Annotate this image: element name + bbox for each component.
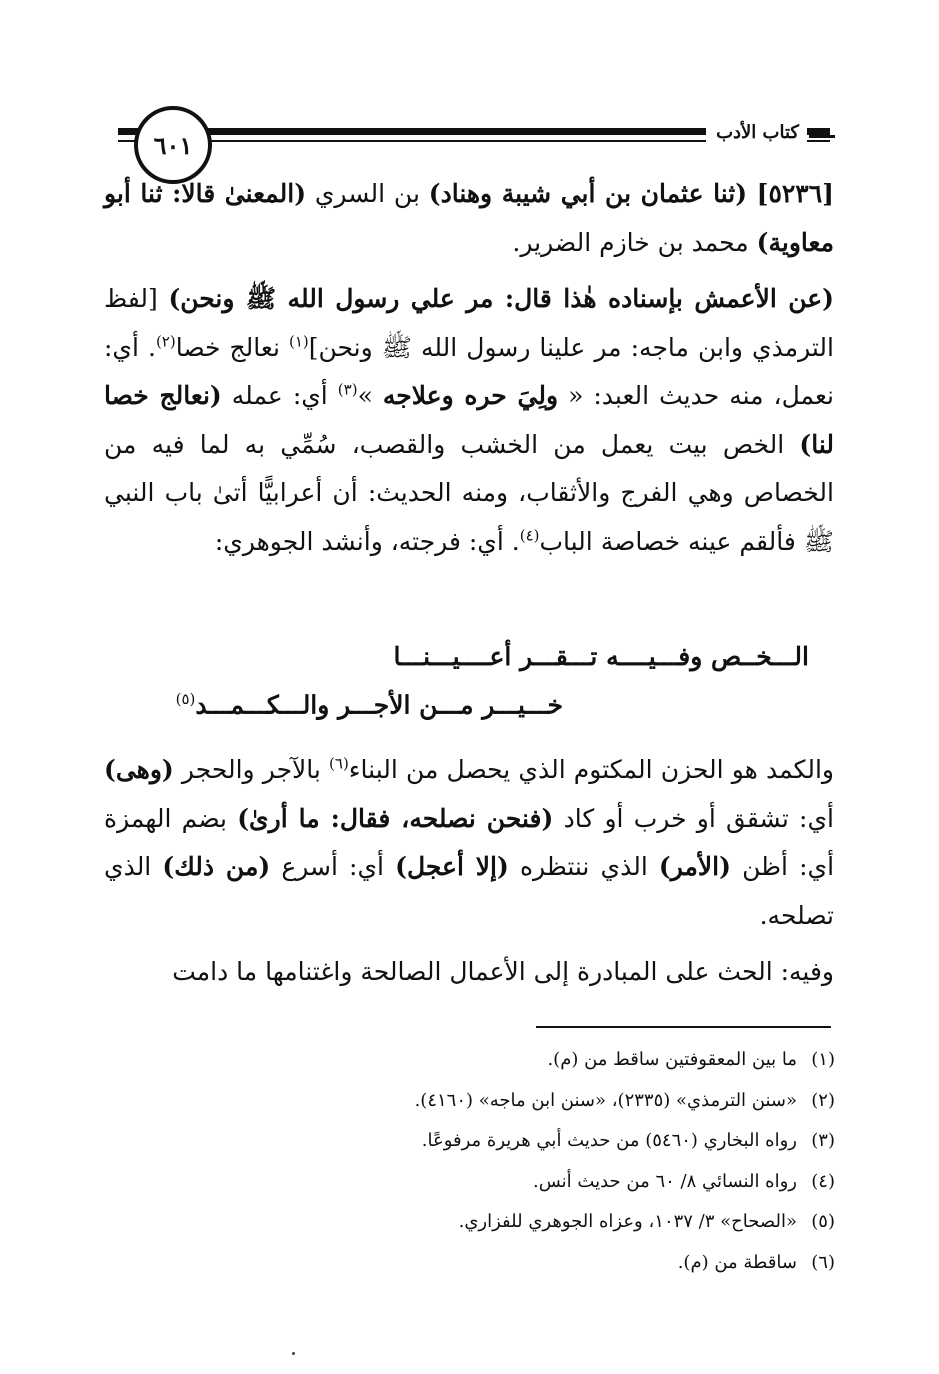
paragraph-3: والكمد هو الحزن المكتوم الذي يحصل من البناء$^{(٦)}$ بالآجر والحجر (وهى) أي: تشقق أو خرب أو كاد (فنحن نصلحه، فقال: ما أرىٰ) بضم الهمزة أي: أظن (الأمر) الذي ننتظره (إلا أعجل) أي: أسرع (من ذلك) الذي تصلحه. (104, 754, 835, 930)
page-number: ٦٠١ (134, 106, 212, 184)
footnote-4: (٤)رواه النسائي ٨/ ٦٠ من حديث أنس. (533, 1170, 835, 1192)
footnote-ref-3[interactable]: (٣) (337, 380, 358, 399)
footnote-3: (٣)رواه البخاري (٥٤٦٠) من حديث أبي هريرة مرفوعًا. (421, 1130, 835, 1151)
paragraph-1: [٥٢٣٦] (ثنا عثمان بن أبي شيبة وهناد) بن السري (المعنىٰ قالا: ثنا أبو معاوية) محمد بن خازم الضرير. (104, 179, 835, 257)
footnotes (135, 1040, 835, 1283)
verse-line-1: الـــخــص وفـــيــــه تـــقـــر أعــــيـــنـــا (393, 642, 809, 671)
scan-speck (292, 1352, 295, 1355)
footnote-ref-6[interactable]: (٦) (329, 754, 349, 773)
paragraph-2: (عن الأعمش بإسناده هٰذا قال: مر علي رسول الله ﷺ ونحن) [لفظ الترمذي وابن ماجه: مر علينا رسول الله ﷺ ونحن]$^{(١)}$ نعالج خصا$^{(٢)}$. أي: نعمل، منه حديث العبد: « ولِيَ حره وعلاجه »$^{(٣)}$ أي: عمله (نعالج خصا لنا) الخص بيت يعمل من الخشب والقصب، سُمِّي به لما فيه من الخصاص وهي الفرج والأثقاب، ومنه الحديث: أن أعرابيًّا أتىٰ باب النبي ﷺ فألقم عينه خصاصة الباب$^{(٤)}$. أي: فرجته، وأنشد الجوهري: (104, 284, 835, 556)
header-rule-tail (809, 135, 835, 138)
paragraph-4: وفيه: الحث على المبادرة إلى الأعمال الصالحة واغتنامها ما دامت (172, 957, 834, 986)
page-header (0, 0, 939, 190)
body-text (104, 170, 834, 566)
footnote-1: (١)ما بين المعقوفتين ساقط من (م). (547, 1049, 835, 1070)
running-title: كتاب الأدب (706, 122, 807, 143)
footnote-2: (٢)«سنن الترمذي» (٢٣٣٥)، «سنن ابن ماجه» (٤١٦٠). (414, 1089, 835, 1111)
footnote-ref-5[interactable]: (٥) (175, 690, 196, 708)
footnote-separator (536, 1026, 831, 1028)
footnote-6: (٦)ساقطة من (م). (677, 1251, 835, 1273)
body-text-continued (104, 746, 834, 997)
footnote-ref-4[interactable]: (٤) (519, 526, 540, 545)
verse-line-2: خـــيـــر مـــن الأجـــر والـــكـــمـــد$^{(٥)}$ (175, 690, 563, 720)
footnote-ref-2[interactable]: (٢) (155, 332, 176, 351)
footnote-ref-1[interactable]: (١) (288, 332, 309, 351)
footnote-5: (٥)«الصحاح» ٣/ ١٠٣٧، وعزاه الجوهري للفزاري. (458, 1211, 835, 1232)
